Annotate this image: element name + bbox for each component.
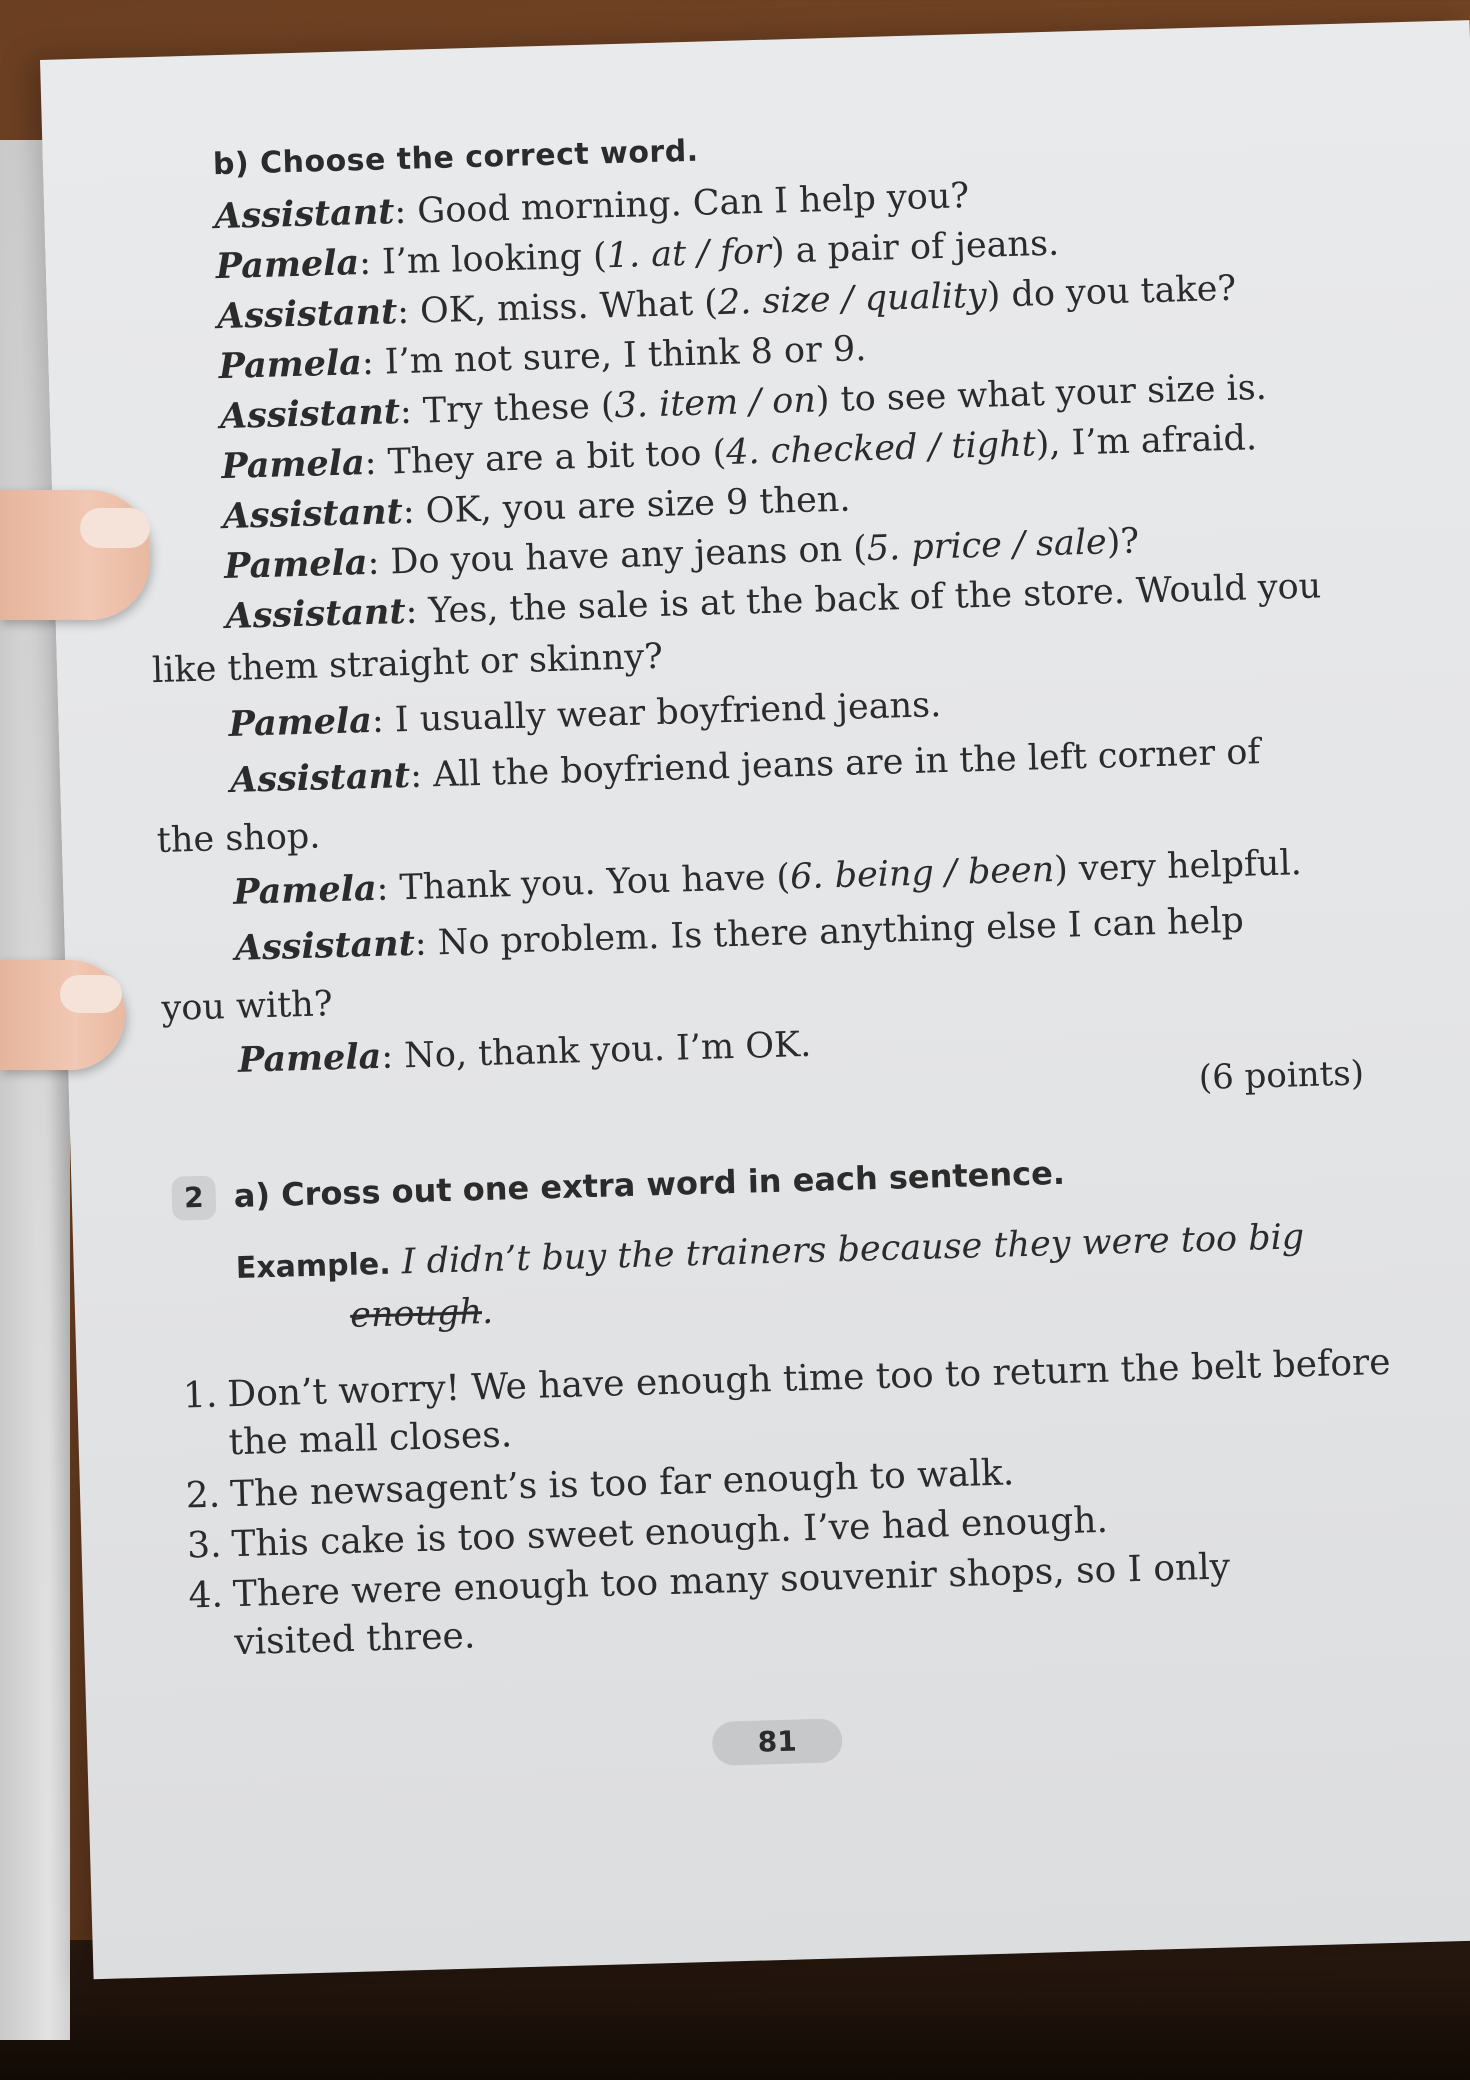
answer-options: 3. item / on	[614, 380, 817, 427]
dialogue-continuation	[156, 814, 321, 863]
speaker: Assistant	[219, 391, 401, 438]
item-number: 3.	[186, 1524, 223, 1567]
dialogue-line: Pamela: I’m looking (1. at / for) a pair of jeans.	[215, 223, 1060, 288]
speaker: Pamela	[215, 242, 360, 288]
section-b-heading: b) Choose the correct word.	[212, 133, 700, 183]
line-text-end: ) a pair of jeans.	[770, 223, 1060, 272]
line-text-end: )?	[1106, 521, 1140, 563]
line-text-end: ) do you take?	[986, 268, 1237, 316]
dialogue-line: Pamela: Thank you. You have (6. being / been) very helpful.	[232, 843, 1303, 913]
example-sentence: I didn’t buy the trainers because they were too big	[401, 1217, 1305, 1283]
dialogue-line: Assistant: Yes, the sale is at the back of the store. Would you	[225, 566, 1322, 638]
line-text: like them straight or skinny?	[151, 636, 664, 692]
speaker: Assistant	[234, 922, 416, 969]
example-end: .	[481, 1291, 494, 1333]
dialogue-line: Assistant: No problem. Is there anything else I can help	[234, 900, 1245, 969]
line-text: OK, miss. What (	[419, 283, 719, 332]
line-text: Thank you. You have (	[398, 857, 791, 909]
dialogue-line: Pamela: I usually wear boyfriend jeans.	[228, 685, 942, 745]
speaker: Pamela	[228, 699, 373, 745]
speaker: Pamela	[237, 1035, 382, 1081]
exercise-number-badge: 2	[171, 1176, 216, 1221]
points-label: (6 points)	[1198, 1053, 1365, 1099]
line-text: I’m looking (	[381, 236, 608, 283]
line-text: All the boyfriend jeans are in the left corner of	[432, 732, 1261, 796]
speaker: Assistant	[225, 591, 407, 638]
line-text: No, thank you. I’m OK.	[403, 1024, 812, 1077]
line-text: I’m not sure, I think 8 or 9.	[384, 329, 867, 383]
exercise-item-continuation: the mall closes.	[228, 1414, 513, 1464]
example-label: Example.	[235, 1246, 392, 1286]
dialogue-line: Assistant: Good morning. Can I help you?	[213, 176, 970, 238]
dialogue-line: Assistant: Try these (3. item / on) to see what your size is.	[219, 367, 1268, 438]
line-text: Try these (	[422, 386, 616, 432]
dialogue-continuation	[161, 982, 333, 1031]
answer-options: 6. being / been	[789, 850, 1055, 898]
exercise-item	[177, 1341, 1391, 1419]
item-text: Don’t worry! We have enough time too to return the belt before	[226, 1341, 1392, 1416]
line-text: Yes, the sale is at the back of the store. Would you	[427, 566, 1322, 632]
item-text: There were enough too many souvenir shops, so I only	[232, 1546, 1231, 1616]
line-text: OK, you are size 9 then.	[425, 479, 851, 532]
crossed-out-word: enough	[349, 1292, 483, 1336]
line-text: Good morning. Can I help you?	[416, 176, 970, 232]
speaker: Assistant	[229, 754, 411, 801]
dialogue-line: Assistant: OK, you are size 9 then.	[222, 479, 851, 538]
item-number: 1.	[182, 1374, 218, 1417]
answer-options: 1. at / for	[606, 231, 772, 277]
line-text-end: ), I’m afraid.	[1035, 418, 1258, 465]
answer-options: 4. checked / tight	[725, 424, 1037, 473]
page-content	[40, 20, 1470, 1979]
speaker: Pamela	[223, 542, 369, 588]
line-text: They are a bit too (	[387, 433, 727, 483]
answer-options: 5. price / sale	[866, 522, 1108, 570]
item-text: The newsagent’s is too far enough to walk.	[229, 1452, 1015, 1516]
speaker: Pamela	[232, 867, 378, 913]
line-text-end: ) to see what your size is.	[815, 367, 1268, 421]
exercise-item-continuation: visited three.	[233, 1615, 476, 1664]
dialogue-line: Pamela: I’m not sure, I think 8 or 9.	[218, 329, 867, 388]
fingernail-top	[80, 508, 150, 548]
dialogue-line: Pamela: They are a bit too (4. checked / tight), I’m afraid.	[220, 418, 1258, 488]
speaker: Assistant	[213, 191, 395, 238]
line-text: the shop.	[156, 816, 321, 862]
line-text: No problem. Is there anything else I can help	[437, 900, 1245, 964]
item-number: 2.	[185, 1474, 221, 1517]
line-text: you with?	[160, 984, 334, 1029]
page-number: 81	[712, 1718, 843, 1766]
item-text: This cake is too sweet enough. I’ve had enough.	[230, 1499, 1109, 1566]
exercise-2-title: a) Cross out one extra word in each sentence.	[233, 1153, 1066, 1216]
dialogue-line: Assistant: OK, miss. What (2. size / quality) do you take?	[216, 268, 1237, 338]
speaker: Pamela	[218, 342, 363, 388]
line-text: I usually wear boyfriend jeans.	[394, 685, 942, 741]
dialogue-line: Pamela: Do you have any jeans on (5. price / sale)?	[223, 521, 1140, 588]
answer-options: 2. size / quality	[717, 275, 988, 324]
dialogue-line: Pamela: No, thank you. I’m OK.	[237, 1024, 812, 1081]
dialogue-line: Assistant: All the boyfriend jeans are in the left corner of	[229, 732, 1261, 801]
line-text-end: ) very helpful.	[1053, 843, 1303, 890]
line-text: Do you have any jeans on (	[389, 529, 868, 583]
example-line-2	[350, 1290, 494, 1338]
example-line	[235, 1215, 1305, 1291]
fingernail-bottom	[60, 975, 122, 1013]
speaker: Assistant	[216, 291, 398, 338]
item-number: 4.	[188, 1574, 224, 1617]
workbook-page	[40, 20, 1470, 1979]
speaker: Pamela	[220, 442, 366, 488]
speaker: Assistant	[222, 491, 404, 538]
dialogue-continuation	[151, 635, 663, 693]
